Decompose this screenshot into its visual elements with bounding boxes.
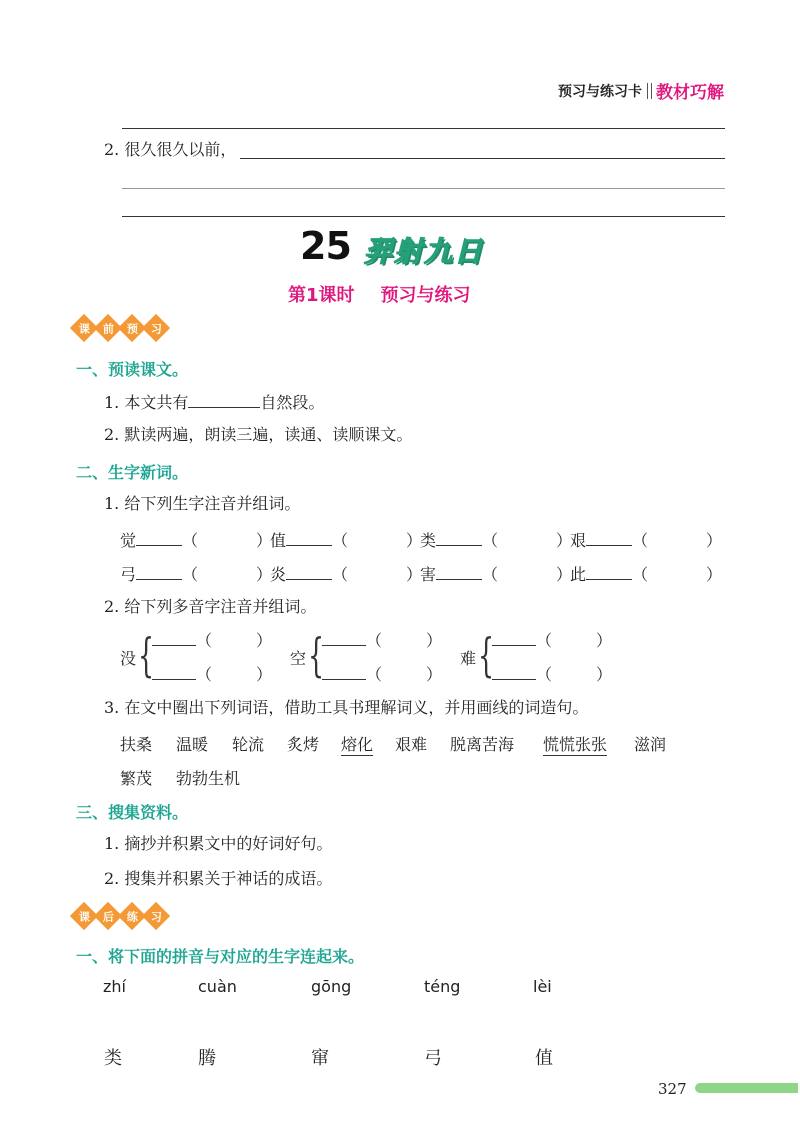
item-text: 自然段。 <box>260 393 325 412</box>
char: 类 <box>420 531 437 550</box>
header-left-title: 预习与练习卡 <box>558 83 642 100</box>
badge-char: 后 <box>102 910 114 923</box>
poly-entry: （ ） <box>322 628 442 651</box>
question-item: 3. 在文中圈出下列词语，借助工具书理解词义，并用画线的词造句。 <box>104 698 589 717</box>
lesson-number: 25 <box>300 224 351 268</box>
vocab-word-underlined: 慌慌张张 <box>543 732 607 756</box>
question-item: 1. 给下列生字注音并组词。 <box>104 494 301 513</box>
vocab-word: 轮流 <box>232 735 265 754</box>
char-entry: 值 （ ） <box>270 531 423 550</box>
poly-entry: （ ） <box>322 662 442 685</box>
char-entry: 类 （ ） <box>420 531 573 550</box>
pinyin-blank[interactable] <box>492 663 536 680</box>
vocab-word: 艰难 <box>395 735 428 754</box>
poly-entry: （ ） <box>152 628 272 651</box>
brace-icon: { <box>308 628 325 682</box>
hanzi-item[interactable]: 值 <box>535 1048 553 1069</box>
char: 害 <box>420 565 437 584</box>
poly-entry: （ ） <box>492 662 612 685</box>
section-title: 二、生字新词。 <box>76 463 189 482</box>
page-bar <box>695 1083 798 1093</box>
char-entry: 炎 （ ） <box>270 565 423 584</box>
page-number: 327 <box>658 1080 687 1098</box>
question-item: 2. 给下列多音字注音并组词。 <box>104 597 317 616</box>
pinyin-blank[interactable] <box>286 563 332 580</box>
poly-entry: （ ） <box>492 628 612 651</box>
writing-line <box>240 158 725 159</box>
char-entry: 艰 （ ） <box>570 531 723 550</box>
pinyin-blank[interactable] <box>286 529 332 546</box>
pinyin-item[interactable]: zhí <box>103 977 126 996</box>
char-entry: 此 （ ） <box>570 565 723 584</box>
char-entry: 害 （ ） <box>420 565 573 584</box>
hanzi-item[interactable]: 弓 <box>424 1048 442 1069</box>
lesson-period: 第1课时 <box>288 285 355 306</box>
badge-char: 课 <box>78 322 90 335</box>
char: 艰 <box>570 531 587 550</box>
pinyin-item[interactable]: cuàn <box>198 977 237 996</box>
section-title: 一、将下面的拼音与对应的生字连起来。 <box>76 947 365 966</box>
char: 值 <box>270 531 287 550</box>
poly-char: 难 <box>460 649 477 668</box>
poly-char: 空 <box>290 649 307 668</box>
hanzi-item[interactable]: 类 <box>104 1048 122 1069</box>
badge-char: 习 <box>150 910 162 923</box>
char-entry: 弓 （ ） <box>120 565 273 584</box>
question-item <box>104 391 324 413</box>
pinyin-item[interactable]: lèi <box>533 977 552 996</box>
badge-char: 习 <box>150 322 162 335</box>
vocab-word: 炙烤 <box>287 735 320 754</box>
vocab-word-underlined: 熔化 <box>341 732 373 756</box>
question-item: 2. 默读两遍，朗读三遍，读通、读顺课文。 <box>104 425 413 444</box>
hanzi-item[interactable]: 腾 <box>198 1048 216 1069</box>
vocab-word: 扶桑 <box>120 735 153 754</box>
char: 觉 <box>120 531 137 550</box>
badge-char: 预 <box>126 322 138 335</box>
question-item: 2. 搜集并积累关于神话的成语。 <box>104 869 333 888</box>
brace-icon: { <box>478 628 495 682</box>
pinyin-blank[interactable] <box>586 529 632 546</box>
writing-line <box>122 128 725 129</box>
brace-icon: { <box>138 628 155 682</box>
pinyin-blank[interactable] <box>136 529 182 546</box>
pinyin-blank[interactable] <box>322 663 366 680</box>
pinyin-blank[interactable] <box>152 663 196 680</box>
lesson-title: 羿射九日 <box>364 235 485 268</box>
badge-char: 练 <box>126 910 138 923</box>
preview-badge <box>74 318 170 338</box>
pinyin-blank[interactable] <box>436 529 482 546</box>
badge-char: 课 <box>78 910 90 923</box>
char: 此 <box>570 565 587 584</box>
question-item: 1. 摘抄并积累文中的好词好句。 <box>104 834 333 853</box>
pinyin-blank[interactable] <box>322 629 366 646</box>
poly-entry: （ ） <box>152 662 272 685</box>
section-title: 一、预读课文。 <box>76 360 189 379</box>
writing-line <box>122 188 725 189</box>
lesson-type: 预习与练习 <box>380 285 471 306</box>
page-header <box>558 78 724 103</box>
header-right-title: 教材巧解 <box>656 83 724 103</box>
pinyin-blank[interactable] <box>152 629 196 646</box>
vocab-word: 繁茂 <box>120 769 153 788</box>
item-text: 1. 本文共有 <box>104 393 189 412</box>
char: 炎 <box>270 565 287 584</box>
vocab-word: 勃勃生机 <box>176 769 241 788</box>
hanzi-item[interactable]: 窜 <box>311 1048 329 1069</box>
lesson-subtitle <box>288 281 471 307</box>
pinyin-blank[interactable] <box>586 563 632 580</box>
vocab-word: 脱离苦海 <box>450 735 515 754</box>
pinyin-blank[interactable] <box>436 563 482 580</box>
after-class-badge <box>74 906 170 926</box>
pinyin-blank[interactable] <box>136 563 182 580</box>
char-entry: 觉 （ ） <box>120 531 273 550</box>
vocab-word: 滋润 <box>634 735 667 754</box>
writing-line <box>122 216 725 217</box>
pinyin-item[interactable]: téng <box>424 977 461 996</box>
answer-blank[interactable] <box>188 391 260 408</box>
header-divider <box>647 83 652 99</box>
pinyin-blank[interactable] <box>492 629 536 646</box>
vocab-word: 温暖 <box>176 735 209 754</box>
section-title: 三、搜集资料。 <box>76 803 189 822</box>
top-item-label: 2. 很久很久以前， <box>104 140 237 159</box>
pinyin-item[interactable]: gōng <box>311 977 352 996</box>
char: 弓 <box>120 565 137 584</box>
badge-char: 前 <box>102 322 114 335</box>
poly-char: 没 <box>120 649 137 668</box>
